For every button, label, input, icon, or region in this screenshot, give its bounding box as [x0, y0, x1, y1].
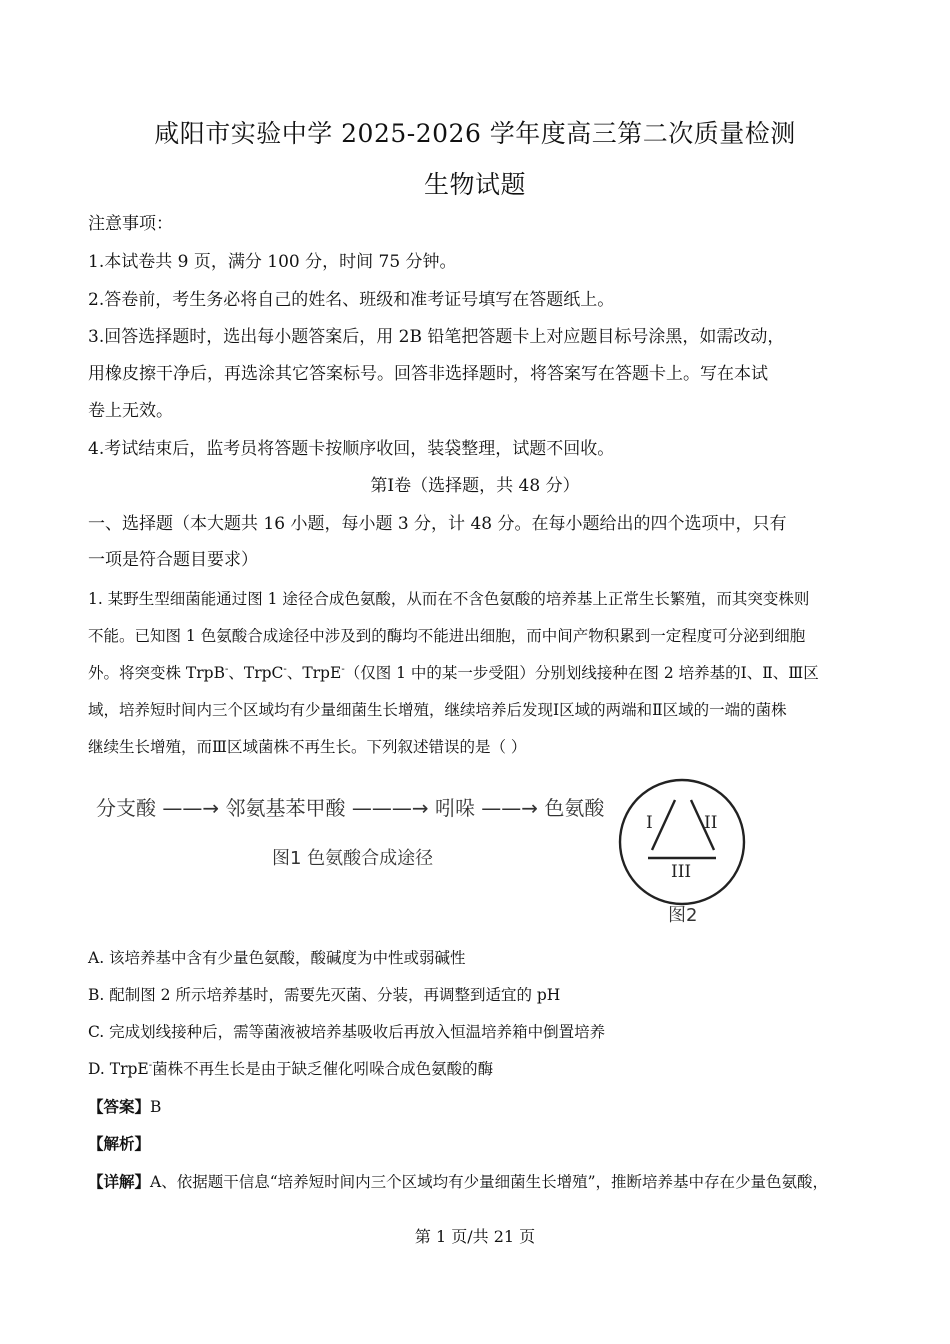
- option-a: A. 该培养基中含有少量色氨酸，酸碱度为中性或弱碱性: [88, 949, 466, 967]
- streak-line-1: [652, 800, 675, 850]
- q1-text-part: 、TrpE: [286, 664, 342, 682]
- question-1-line-4: 域，培养短时间内三个区域均有少量细菌生长增殖，继续培养后发现Ⅰ区域的两端和Ⅱ区域的一端的菌株: [88, 701, 787, 719]
- region-label-2: II: [704, 813, 718, 833]
- detail-text: A、依据题干信息“培养短时间内三个区域均有少量细菌生长增殖”，推断培养基中存在少量色氨酸，: [150, 1173, 829, 1191]
- option-d-text-part: 菌株不再生长是由于缺乏催化吲哚合成色氨酸的酶: [152, 1060, 494, 1078]
- notice-item-3-line-3: 卷上无效。: [88, 401, 173, 421]
- answer-value: B: [150, 1098, 162, 1116]
- figure-1-caption: 图1 色氨酸合成途径: [272, 848, 434, 869]
- question-1-line-5: 继续生长增殖，而Ⅲ区域菌株不再生长。下列叙述错误的是（ ）: [88, 738, 527, 756]
- part-instruction-line-1: 一、选择题（本大题共 16 小题，每小题 3 分，计 48 分。在每小题给出的四个选项中，只有: [88, 514, 787, 534]
- page-title: 咸阳市实验中学 2025-2026 学年度高三第二次质量检测: [154, 119, 796, 148]
- question-1-line-2: 不能。已知图 1 色氨酸合成途径中涉及到的酶均不能进出细胞，而中间产物积累到一定程度可分泌到细胞: [88, 627, 806, 645]
- question-1-line-3: [88, 661, 878, 685]
- section-title: 第Ⅰ卷（选择题，共 48 分）: [370, 476, 580, 496]
- detail-line: [88, 1170, 878, 1194]
- figure-2-plate: [612, 778, 752, 928]
- page-subtitle: 生物试题: [423, 170, 526, 199]
- detail-label: 【详解】: [88, 1172, 151, 1191]
- notice-item-3-line-1: 3.回答选择题时，选出每小题答案后，用 2B 铅笔把答题卡上对应题目标号涂黑，如需改动，: [88, 327, 785, 347]
- option-d: [88, 1057, 878, 1081]
- answer-label: 【答案】: [88, 1097, 151, 1116]
- notice-item-1: 1.本试卷共 9 页，满分 100 分，时间 75 分钟。: [88, 252, 457, 272]
- region-label-3: III: [671, 862, 692, 882]
- answer-line: [88, 1095, 878, 1119]
- region-label-1: I: [646, 813, 653, 833]
- analysis-label: 【解析】: [88, 1134, 151, 1153]
- option-d-text-part: D. TrpE: [88, 1060, 149, 1078]
- notice-item-2: 2.答卷前，考生务必将自己的姓名、班级和准考证号填写在答题纸上。: [88, 290, 615, 310]
- q1-text-part: 、TrpC: [228, 664, 284, 682]
- notice-heading: 注意事项：: [88, 214, 173, 234]
- superscript-minus: -: [283, 663, 287, 675]
- q1-text-part: 外。将突变株 TrpB: [88, 664, 225, 682]
- notice-item-3-line-2: 用橡皮擦干净后，再选涂其它答案标号。回答非选择题时，将答案写在答题卡上。写在本试: [88, 364, 768, 384]
- pathway-text: 分支酸 ——→ 邻氨基苯甲酸 ———→ 吲哚 ——→ 色氨酸: [96, 796, 605, 820]
- superscript-minus: -: [148, 1059, 153, 1071]
- page-footer: 第 1 页/共 21 页: [414, 1227, 536, 1246]
- figure-1-pathway: [96, 792, 605, 882]
- figure-2-caption: 图2: [668, 905, 698, 926]
- question-1-line-1: 1. 某野生型细菌能通过图 1 途径合成色氨酸，从而在不含色氨酸的培养基上正常生长繁殖，而其突变株则: [88, 590, 810, 608]
- option-c: C. 完成划线接种后，需等菌液被培养基吸收后再放入恒温培养箱中倒置培养: [88, 1023, 606, 1041]
- superscript-minus: -: [341, 663, 345, 675]
- part-instruction-line-2: 一项是符合题目要求）: [88, 550, 258, 570]
- notice-item-4: 4.考试结束后，监考员将答题卡按顺序收回，装袋整理，试题不回收。: [88, 439, 615, 459]
- superscript-minus: -: [225, 663, 229, 675]
- petri-dish-circle: [620, 780, 744, 904]
- q1-text-part: （仅图 1 中的某一步受阻）分别划线接种在图 2 培养基的Ⅰ、Ⅱ、Ⅲ区: [344, 664, 819, 682]
- option-b: B. 配制图 2 所示培养基时，需要先灭菌、分装，再调整到适宜的 pH: [88, 986, 561, 1004]
